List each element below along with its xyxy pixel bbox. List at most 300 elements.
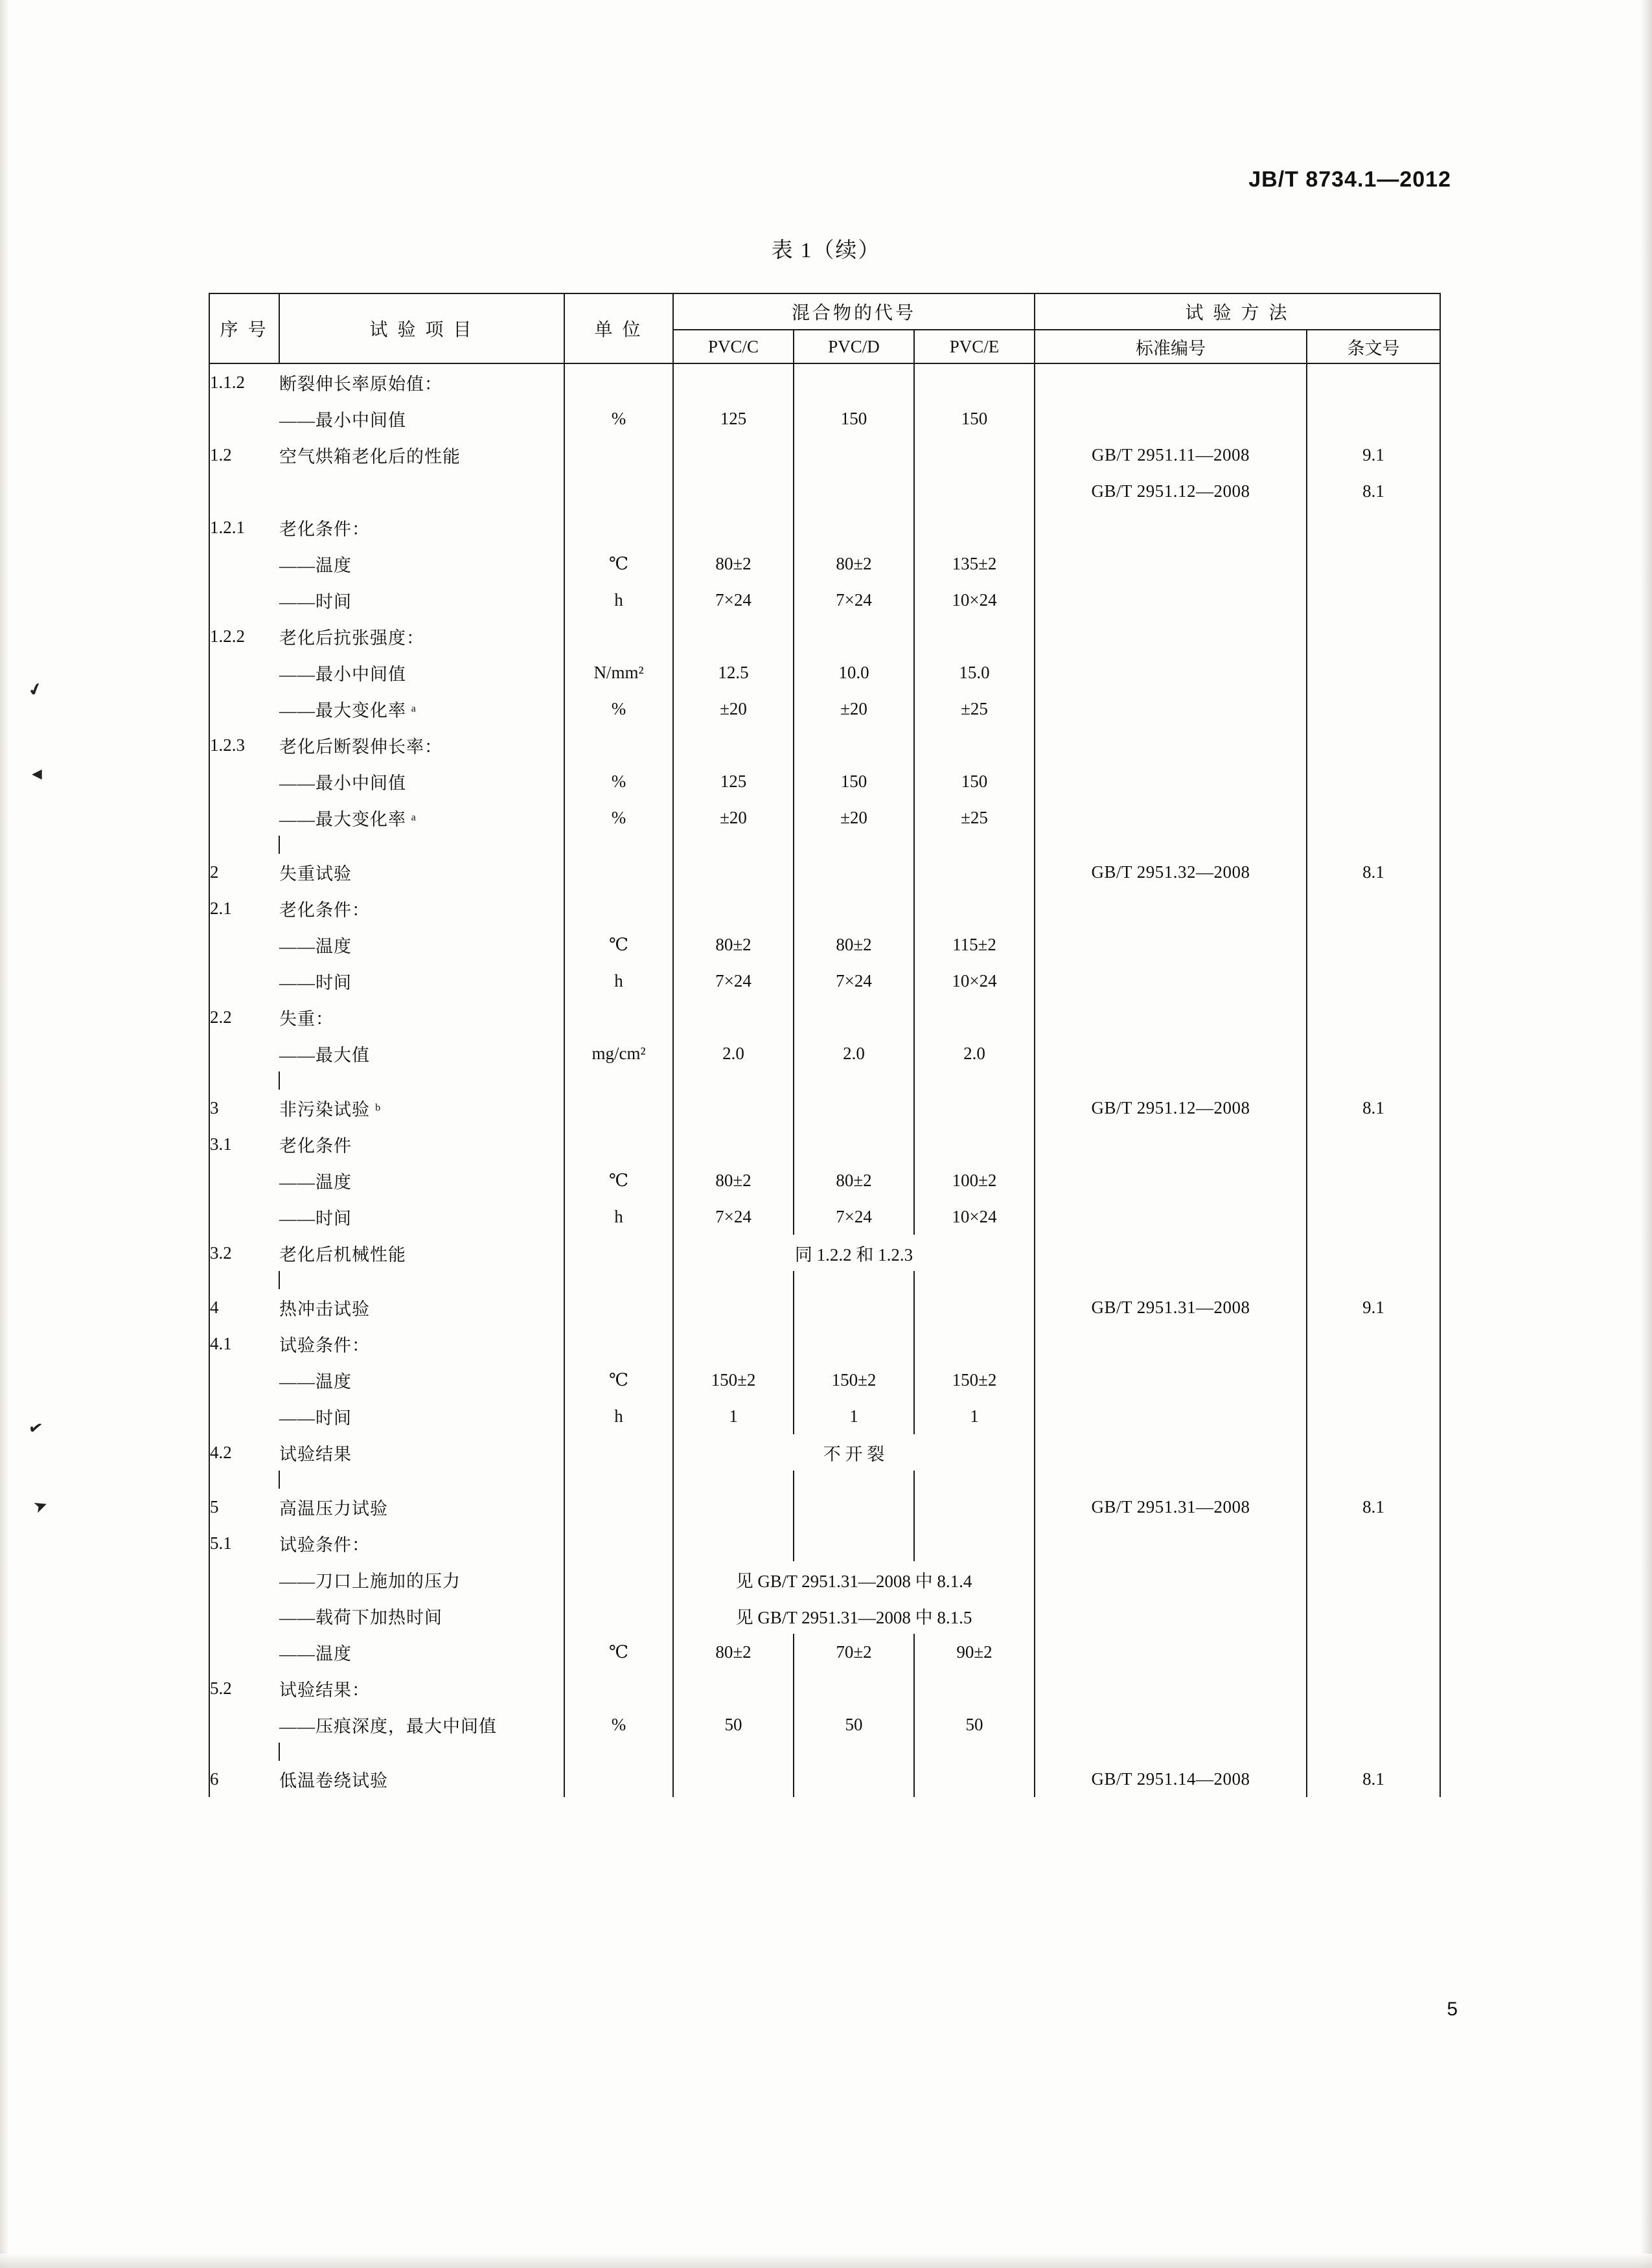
header-pvcd: PVC/D <box>794 330 914 363</box>
row-value-pvcd: ±20 <box>794 691 914 727</box>
row-method-standard <box>1035 363 1307 400</box>
row-serial-number <box>209 1706 279 1743</box>
row-spacer-cell <box>564 1271 673 1289</box>
row-value-pvce <box>914 727 1035 763</box>
row-value-pvcc: 80±2 <box>673 1634 794 1670</box>
row-spacer-cell <box>209 1743 279 1761</box>
row-method-clause <box>1307 1670 1440 1706</box>
row-test-item: ——压痕深度，最大中间值 <box>279 1706 564 1743</box>
row-spacer-cell <box>1035 1471 1307 1489</box>
row-method-clause <box>1307 1398 1440 1434</box>
row-serial-number <box>209 1561 279 1598</box>
row-value-pvcc: 50 <box>673 1706 794 1743</box>
row-serial-number <box>209 1198 279 1235</box>
row-method-standard <box>1035 400 1307 437</box>
row-method-standard <box>1035 963 1307 999</box>
row-spacer-cell <box>914 1743 1035 1761</box>
row-spacer <box>209 1071 1440 1090</box>
row-method-clause <box>1307 763 1440 799</box>
table-row <box>209 1090 1440 1126</box>
table-row <box>209 799 1440 836</box>
row-method-standard <box>1035 890 1307 926</box>
row-serial-number <box>209 691 279 727</box>
row-test-item: 失重试验 <box>279 854 564 890</box>
row-test-item: ——时间 <box>279 1398 564 1434</box>
row-test-item: 高温压力试验 <box>279 1489 564 1525</box>
page-number: 5 <box>1447 1999 1458 2020</box>
row-unit <box>564 509 673 545</box>
row-serial-number <box>209 1634 279 1670</box>
row-method-standard: GB/T 2951.11—2008 <box>1035 437 1307 473</box>
row-value-pvcc <box>673 437 794 473</box>
row-spacer-cell <box>209 836 279 854</box>
row-spacer-cell <box>1035 1743 1307 1761</box>
row-spacer-cell <box>279 1743 564 1761</box>
row-unit <box>564 1598 673 1634</box>
row-spacer-cell <box>564 836 673 854</box>
row-method-clause: 8.1 <box>1307 1090 1440 1126</box>
row-value-pvcc <box>673 473 794 509</box>
row-unit: h <box>564 963 673 999</box>
table-row <box>209 363 1440 400</box>
table-row <box>209 691 1440 727</box>
row-spacer-cell <box>914 1271 1035 1289</box>
row-test-item: ——载荷下加热时间 <box>279 1598 564 1634</box>
row-unit: ℃ <box>564 1634 673 1670</box>
row-value-pvce <box>914 618 1035 654</box>
row-spacer-cell <box>794 1743 914 1761</box>
row-spacer-cell <box>673 836 794 854</box>
table-row <box>209 890 1440 926</box>
row-test-item: 老化条件 <box>279 1126 564 1162</box>
row-value-pvcd: 70±2 <box>794 1634 914 1670</box>
row-method-clause <box>1307 1706 1440 1743</box>
row-spacer <box>209 1271 1440 1289</box>
row-value-pvcd <box>794 618 914 654</box>
row-serial-number: 6 <box>209 1761 279 1797</box>
row-value-pvcd <box>794 890 914 926</box>
row-value-pvcc: 80±2 <box>673 1162 794 1198</box>
row-method-clause <box>1307 1561 1440 1598</box>
row-method-clause <box>1307 926 1440 963</box>
table-row <box>209 763 1440 799</box>
row-unit <box>564 363 673 400</box>
row-test-item: 老化后抗张强度： <box>279 618 564 654</box>
row-value-pvce <box>914 1761 1035 1797</box>
row-value-pvce <box>914 1126 1035 1162</box>
table-row <box>209 1434 1440 1471</box>
table-row <box>209 545 1440 582</box>
row-method-standard <box>1035 1706 1307 1743</box>
row-method-clause: 8.1 <box>1307 473 1440 509</box>
row-test-item: ——温度 <box>279 1162 564 1198</box>
row-unit <box>564 727 673 763</box>
row-method-standard: GB/T 2951.14—2008 <box>1035 1761 1307 1797</box>
row-method-standard <box>1035 1634 1307 1670</box>
row-value-pvcd <box>794 1489 914 1525</box>
row-spacer-cell <box>794 1271 914 1289</box>
row-value-pvcd <box>794 1289 914 1325</box>
row-value-pvce <box>914 363 1035 400</box>
table-row <box>209 1162 1440 1198</box>
row-value-pvce: 115±2 <box>914 926 1035 963</box>
header-unit: 单 位 <box>564 293 673 363</box>
row-value-pvcc: 80±2 <box>673 926 794 963</box>
row-serial-number: 4.1 <box>209 1325 279 1362</box>
table-row <box>209 1706 1440 1743</box>
row-spacer-cell <box>673 1271 794 1289</box>
row-value-pvcc: 150±2 <box>673 1362 794 1398</box>
row-test-item: 失重： <box>279 999 564 1035</box>
row-test-item: ——最大变化率 ᵃ <box>279 691 564 727</box>
row-method-standard <box>1035 691 1307 727</box>
scan-edge-right <box>1640 0 1652 2268</box>
table-row <box>209 1634 1440 1670</box>
row-serial-number: 4.2 <box>209 1434 279 1471</box>
row-method-clause <box>1307 654 1440 691</box>
row-value-pvcd: 80±2 <box>794 1162 914 1198</box>
row-spacer-cell <box>1307 1471 1440 1489</box>
row-value-pvce <box>914 854 1035 890</box>
row-spacer-cell <box>1035 1271 1307 1289</box>
row-value-pvcc <box>673 727 794 763</box>
row-method-clause: 8.1 <box>1307 1489 1440 1525</box>
row-spacer-cell <box>1035 1071 1307 1090</box>
row-spacer-cell <box>794 1071 914 1090</box>
table-row <box>209 473 1440 509</box>
row-spacer-cell <box>209 1071 279 1090</box>
row-value-pvcc <box>673 1670 794 1706</box>
row-value-pvce: ±25 <box>914 691 1035 727</box>
row-serial-number: 5.2 <box>209 1670 279 1706</box>
row-spacer-cell <box>1307 1271 1440 1289</box>
row-value-pvcc <box>673 1126 794 1162</box>
row-spacer-cell <box>279 1471 564 1489</box>
row-test-item: 老化后断裂伸长率： <box>279 727 564 763</box>
row-value-pvcc: 1 <box>673 1398 794 1434</box>
header-pvce: PVC/E <box>914 330 1035 363</box>
row-serial-number <box>209 582 279 618</box>
header-method-group: 试 验 方 法 <box>1035 293 1440 330</box>
row-spacer-cell <box>1307 836 1440 854</box>
row-serial-number: 1.2.2 <box>209 618 279 654</box>
row-value-pvce: 150±2 <box>914 1362 1035 1398</box>
row-method-clause <box>1307 727 1440 763</box>
row-method-standard: GB/T 2951.31—2008 <box>1035 1289 1307 1325</box>
row-method-standard <box>1035 1434 1307 1471</box>
row-method-clause: 9.1 <box>1307 437 1440 473</box>
row-value-pvce <box>914 1289 1035 1325</box>
row-test-item: 非污染试验 ᵇ <box>279 1090 564 1126</box>
row-method-standard: GB/T 2951.32—2008 <box>1035 854 1307 890</box>
table-row <box>209 1670 1440 1706</box>
row-serial-number: 3.1 <box>209 1126 279 1162</box>
row-value-pvcc <box>673 618 794 654</box>
row-value-pvcc <box>673 1761 794 1797</box>
row-value-pvce: 50 <box>914 1706 1035 1743</box>
row-method-standard <box>1035 1525 1307 1561</box>
row-value-pvcd <box>794 727 914 763</box>
row-spacer-cell <box>673 1071 794 1090</box>
row-value-pvce: 15.0 <box>914 654 1035 691</box>
row-value-pvcc: 7×24 <box>673 1198 794 1235</box>
row-value-pvce <box>914 437 1035 473</box>
row-unit: ℃ <box>564 1162 673 1198</box>
header-compound-group: 混合物的代号 <box>673 293 1035 330</box>
row-unit: h <box>564 1398 673 1434</box>
row-method-standard <box>1035 1325 1307 1362</box>
row-unit <box>564 854 673 890</box>
row-value-pvcc: 7×24 <box>673 582 794 618</box>
row-test-item: ——刀口上施加的压力 <box>279 1561 564 1598</box>
row-value-pvce <box>914 1325 1035 1362</box>
table-row <box>209 1198 1440 1235</box>
row-unit <box>564 999 673 1035</box>
row-value-pvce: 150 <box>914 400 1035 437</box>
header-pvcc: PVC/C <box>673 330 794 363</box>
row-method-clause <box>1307 1035 1440 1071</box>
row-test-item: 老化条件： <box>279 509 564 545</box>
row-method-clause <box>1307 1598 1440 1634</box>
row-spacer-cell <box>209 1271 279 1289</box>
row-unit: N/mm² <box>564 654 673 691</box>
table-row <box>209 1325 1440 1362</box>
row-unit <box>564 1126 673 1162</box>
row-test-item: ——最大变化率 ᵃ <box>279 799 564 836</box>
row-method-clause <box>1307 1235 1440 1271</box>
row-value-pvce <box>914 473 1035 509</box>
row-method-clause <box>1307 890 1440 926</box>
row-span-note: 同 1.2.2 和 1.2.3 <box>673 1235 1035 1271</box>
row-test-item: ——温度 <box>279 1362 564 1398</box>
row-method-clause <box>1307 1634 1440 1670</box>
row-value-pvcd: 50 <box>794 1706 914 1743</box>
row-serial-number <box>209 1162 279 1198</box>
table-row <box>209 1126 1440 1162</box>
row-value-pvcd: 80±2 <box>794 926 914 963</box>
row-spacer-cell <box>914 1471 1035 1489</box>
row-value-pvcd: 80±2 <box>794 545 914 582</box>
row-serial-number <box>209 654 279 691</box>
row-method-standard: GB/T 2951.12—2008 <box>1035 473 1307 509</box>
row-method-clause <box>1307 1126 1440 1162</box>
row-test-item: ——温度 <box>279 1634 564 1670</box>
row-spacer-cell <box>279 836 564 854</box>
row-value-pvcc <box>673 890 794 926</box>
row-value-pvcd: 150 <box>794 400 914 437</box>
row-serial-number <box>209 400 279 437</box>
row-method-clause <box>1307 545 1440 582</box>
table-container <box>209 293 1440 1797</box>
table-head <box>209 293 1440 363</box>
row-value-pvce <box>914 1525 1035 1561</box>
row-method-clause <box>1307 509 1440 545</box>
scan-mark: ✔ <box>27 1417 45 1439</box>
row-spacer-cell <box>279 1271 564 1289</box>
table-row <box>209 999 1440 1035</box>
row-value-pvce <box>914 1489 1035 1525</box>
row-spacer-cell <box>794 836 914 854</box>
row-unit: ℃ <box>564 1362 673 1398</box>
row-value-pvcd <box>794 1090 914 1126</box>
row-span-note: 不 开 裂 <box>673 1434 1035 1471</box>
row-value-pvcd <box>794 1525 914 1561</box>
row-unit: ℃ <box>564 926 673 963</box>
row-method-standard <box>1035 1235 1307 1271</box>
row-method-clause <box>1307 1162 1440 1198</box>
row-unit <box>564 890 673 926</box>
row-method-clause <box>1307 691 1440 727</box>
row-unit: % <box>564 763 673 799</box>
row-unit <box>564 1235 673 1271</box>
row-unit: mg/cm² <box>564 1035 673 1071</box>
row-test-item: 试验结果 <box>279 1434 564 1471</box>
row-method-standard <box>1035 1126 1307 1162</box>
row-method-standard <box>1035 1035 1307 1071</box>
row-method-clause <box>1307 1525 1440 1561</box>
row-method-clause <box>1307 799 1440 836</box>
row-test-item: 热冲击试验 <box>279 1289 564 1325</box>
row-method-clause <box>1307 999 1440 1035</box>
row-test-item: ——温度 <box>279 926 564 963</box>
row-spacer-cell <box>564 1743 673 1761</box>
row-serial-number <box>209 763 279 799</box>
row-serial-number: 1.2.3 <box>209 727 279 763</box>
row-spacer-cell <box>673 1743 794 1761</box>
row-test-item: ——温度 <box>279 545 564 582</box>
row-value-pvce: 135±2 <box>914 545 1035 582</box>
row-serial-number <box>209 545 279 582</box>
row-unit <box>564 1289 673 1325</box>
row-spacer <box>209 1743 1440 1761</box>
row-value-pvcc <box>673 1325 794 1362</box>
row-method-standard <box>1035 763 1307 799</box>
row-test-item: ——最小中间值 <box>279 763 564 799</box>
row-unit <box>564 618 673 654</box>
row-method-standard <box>1035 654 1307 691</box>
row-unit <box>564 1489 673 1525</box>
row-value-pvce: 100±2 <box>914 1162 1035 1198</box>
table-row <box>209 1561 1440 1598</box>
row-value-pvcd <box>794 437 914 473</box>
row-value-pvcd: 7×24 <box>794 1198 914 1235</box>
row-value-pvce: 90±2 <box>914 1634 1035 1670</box>
row-value-pvce <box>914 509 1035 545</box>
row-method-clause <box>1307 618 1440 654</box>
row-spacer-cell <box>209 1471 279 1489</box>
row-test-item: ——时间 <box>279 582 564 618</box>
row-value-pvcd: 2.0 <box>794 1035 914 1071</box>
row-value-pvcd: 10.0 <box>794 654 914 691</box>
row-serial-number: 5 <box>209 1489 279 1525</box>
row-value-pvcc <box>673 1525 794 1561</box>
row-method-standard: GB/T 2951.31—2008 <box>1035 1489 1307 1525</box>
row-serial-number: 5.1 <box>209 1525 279 1561</box>
row-value-pvcc <box>673 363 794 400</box>
row-method-clause <box>1307 363 1440 400</box>
row-method-standard <box>1035 1198 1307 1235</box>
row-spacer-cell <box>279 1071 564 1090</box>
row-value-pvce: ±25 <box>914 799 1035 836</box>
row-method-standard <box>1035 509 1307 545</box>
row-serial-number: 2.2 <box>209 999 279 1035</box>
row-method-standard <box>1035 1398 1307 1434</box>
row-method-clause <box>1307 1434 1440 1471</box>
row-serial-number <box>209 963 279 999</box>
row-unit: h <box>564 582 673 618</box>
row-serial-number: 1.1.2 <box>209 363 279 400</box>
row-value-pvcc: ±20 <box>673 799 794 836</box>
row-value-pvcd: 150±2 <box>794 1362 914 1398</box>
row-method-standard <box>1035 1598 1307 1634</box>
table-row <box>209 854 1440 890</box>
row-value-pvcd: 7×24 <box>794 963 914 999</box>
row-serial-number <box>209 1398 279 1434</box>
row-unit <box>564 1561 673 1598</box>
row-value-pvcd <box>794 363 914 400</box>
standard-code-header: JB/T 8734.1—2012 <box>1248 167 1451 192</box>
row-unit: ℃ <box>564 545 673 582</box>
scan-mark: ➤ <box>30 1495 51 1517</box>
specification-table <box>209 293 1441 1797</box>
table-body <box>209 363 1440 1797</box>
row-serial-number: 1.2.1 <box>209 509 279 545</box>
row-test-item: 老化条件： <box>279 890 564 926</box>
row-serial-number <box>209 1362 279 1398</box>
row-value-pvcc <box>673 509 794 545</box>
table-row <box>209 437 1440 473</box>
row-method-standard <box>1035 999 1307 1035</box>
row-test-item: ——时间 <box>279 1198 564 1235</box>
row-value-pvcc: 7×24 <box>673 963 794 999</box>
row-spacer-cell <box>1307 1743 1440 1761</box>
row-serial-number: 3 <box>209 1090 279 1126</box>
row-value-pvcd <box>794 1126 914 1162</box>
row-value-pvcc: ±20 <box>673 691 794 727</box>
scan-mark: ✔ <box>25 678 45 701</box>
table-row <box>209 618 1440 654</box>
row-test-item: 空气烘箱老化后的性能 <box>279 437 564 473</box>
row-serial-number <box>209 799 279 836</box>
table-row <box>209 400 1440 437</box>
row-unit <box>564 1090 673 1126</box>
row-value-pvce: 10×24 <box>914 1198 1035 1235</box>
row-spacer-cell <box>914 836 1035 854</box>
row-unit: % <box>564 1706 673 1743</box>
row-spacer-cell <box>564 1071 673 1090</box>
table-row <box>209 509 1440 545</box>
row-method-clause: 9.1 <box>1307 1289 1440 1325</box>
scan-mark: ◄ <box>29 764 45 783</box>
row-spacer-cell <box>564 1471 673 1489</box>
row-value-pvcd: 7×24 <box>794 582 914 618</box>
row-unit <box>564 1325 673 1362</box>
row-method-clause <box>1307 1362 1440 1398</box>
table-row <box>209 1362 1440 1398</box>
scan-edge-left <box>0 0 9 2268</box>
row-value-pvcd: 150 <box>794 763 914 799</box>
row-method-clause: 8.1 <box>1307 854 1440 890</box>
row-value-pvcc <box>673 1289 794 1325</box>
table-row <box>209 1525 1440 1561</box>
row-value-pvcd <box>794 1670 914 1706</box>
row-method-standard: GB/T 2951.12—2008 <box>1035 1090 1307 1126</box>
row-unit <box>564 1434 673 1471</box>
row-method-standard <box>1035 1362 1307 1398</box>
row-method-standard <box>1035 545 1307 582</box>
scan-edge-bottom <box>0 2254 1652 2268</box>
row-spacer-cell <box>914 1071 1035 1090</box>
